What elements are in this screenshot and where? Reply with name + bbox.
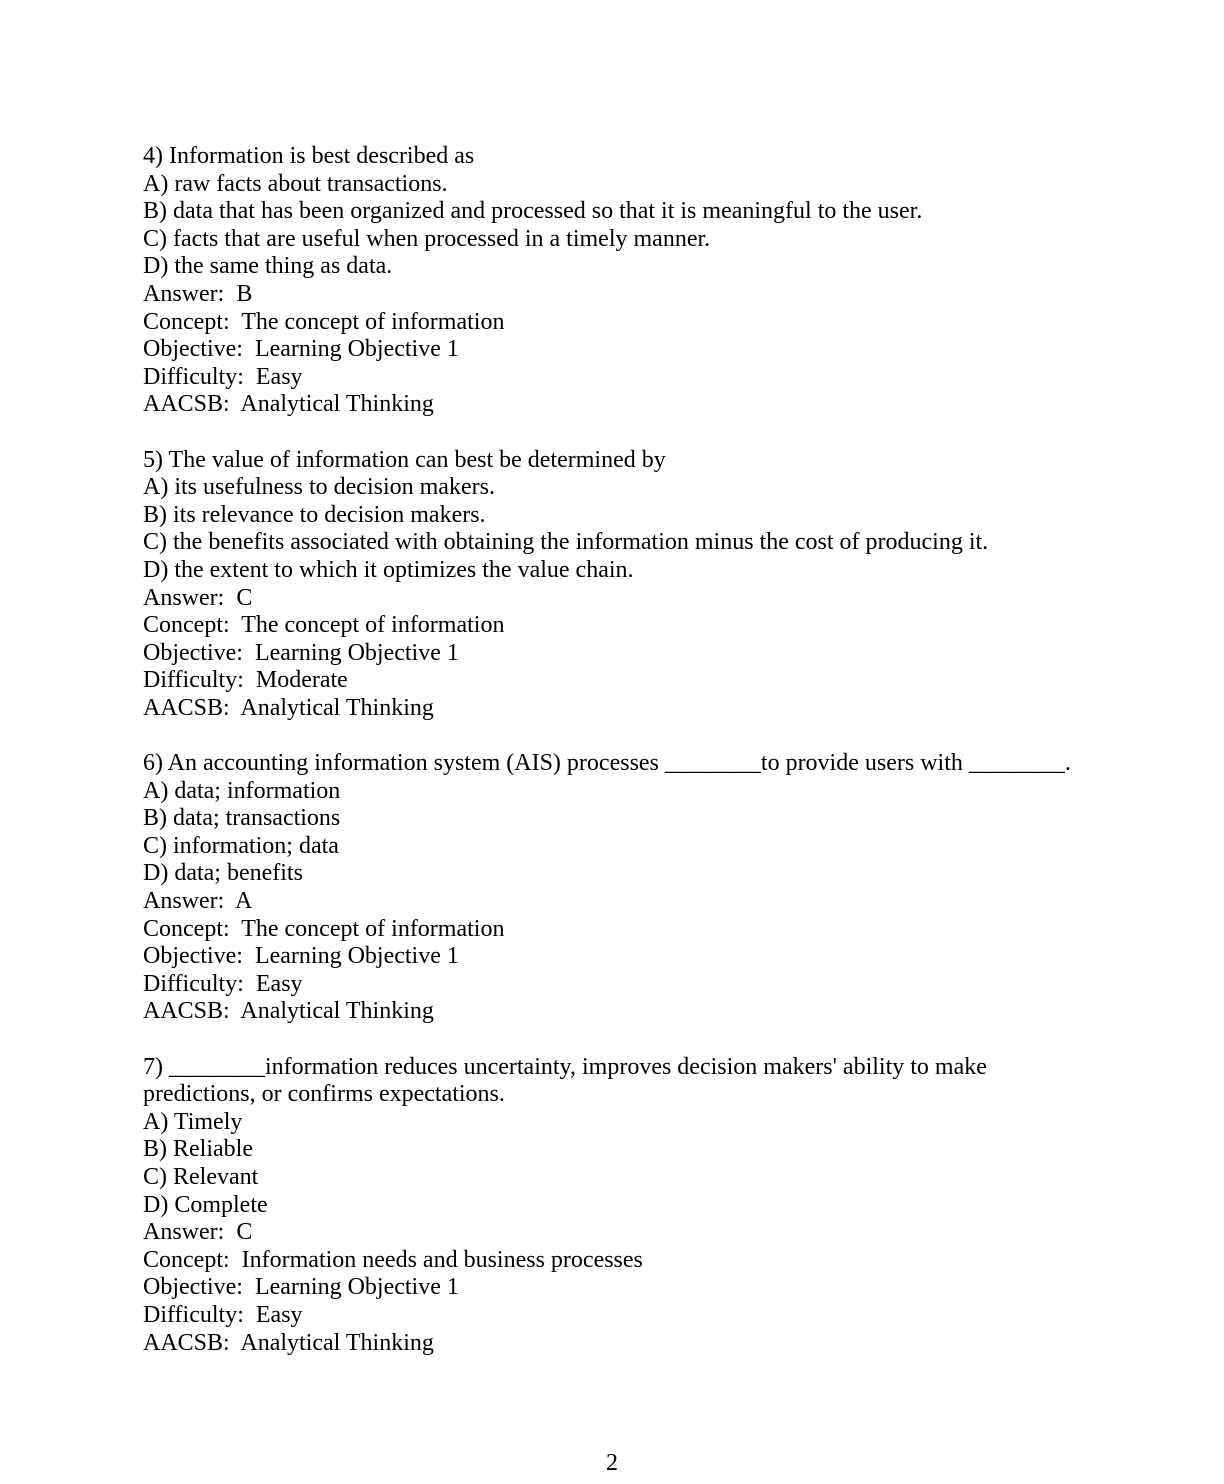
question-block-7 — [143, 1054, 1095, 1358]
objective-line: Objective: Learning Objective 1 — [143, 336, 459, 363]
question-block-4 — [143, 143, 1095, 419]
choice-a: A) raw facts about transactions. — [143, 170, 448, 197]
choice-a: A) Timely — [143, 1108, 243, 1135]
question-block-5 — [143, 447, 1095, 723]
aacsb-line: AACSB: Analytical Thinking — [143, 1329, 434, 1356]
question-list — [143, 143, 1095, 1357]
concept-line: Concept: Information needs and business processes — [143, 1246, 643, 1273]
page-number: 2 — [606, 1450, 618, 1476]
objective-line: Objective: Learning Objective 1 — [143, 943, 459, 970]
choice-b: B) data that has been organized and processed so that it is meaningful to the user. — [143, 198, 923, 225]
answer-line: Answer: B — [143, 280, 253, 307]
choice-c: C) information; data — [143, 832, 339, 859]
choice-b: B) Reliable — [143, 1136, 253, 1163]
question-stem: 6) An accounting information system (AIS) processes ________to provide users with ________. — [143, 750, 1071, 777]
choice-c: C) the benefits associated with obtaining the information minus the cost of producing it. — [143, 529, 989, 556]
aacsb-line: AACSB: Analytical Thinking — [143, 694, 434, 721]
difficulty-line: Difficulty: Easy — [143, 1301, 303, 1328]
concept-line: Concept: The concept of information — [143, 915, 505, 942]
objective-line: Objective: Learning Objective 1 — [143, 639, 459, 666]
difficulty-line: Difficulty: Easy — [143, 970, 303, 997]
objective-line: Objective: Learning Objective 1 — [143, 1274, 459, 1301]
answer-line: Answer: C — [143, 1219, 253, 1246]
choice-d: D) Complete — [143, 1191, 268, 1218]
page-footer — [0, 1450, 1224, 1478]
question-stem: 5) The value of information can best be determined by — [143, 446, 666, 473]
choice-b: B) data; transactions — [143, 805, 341, 832]
concept-line: Concept: The concept of information — [143, 612, 505, 639]
choice-b: B) its relevance to decision makers. — [143, 501, 486, 528]
difficulty-line: Difficulty: Easy — [143, 363, 303, 390]
question-stem: 7) ________information reduces uncertainty, improves decision makers' ability to make predictions, or confirms expectations. — [143, 1053, 993, 1108]
answer-line: Answer: A — [143, 888, 253, 915]
choice-d: D) the extent to which it optimizes the value chain. — [143, 556, 634, 583]
choice-a: A) data; information — [143, 777, 341, 804]
question-block-6 — [143, 750, 1095, 1026]
question-stem: 4) Information is best described as — [143, 143, 475, 169]
choice-c: C) Relevant — [143, 1163, 259, 1190]
choice-c: C) facts that are useful when processed in a timely manner. — [143, 225, 711, 252]
choice-d: D) the same thing as data. — [143, 253, 393, 280]
difficulty-line: Difficulty: Moderate — [143, 667, 348, 694]
concept-line: Concept: The concept of information — [143, 308, 505, 335]
aacsb-line: AACSB: Analytical Thinking — [143, 391, 434, 418]
answer-line: Answer: C — [143, 584, 253, 611]
choice-d: D) data; benefits — [143, 860, 303, 887]
choice-a: A) its usefulness to decision makers. — [143, 474, 495, 501]
aacsb-line: AACSB: Analytical Thinking — [143, 998, 434, 1025]
